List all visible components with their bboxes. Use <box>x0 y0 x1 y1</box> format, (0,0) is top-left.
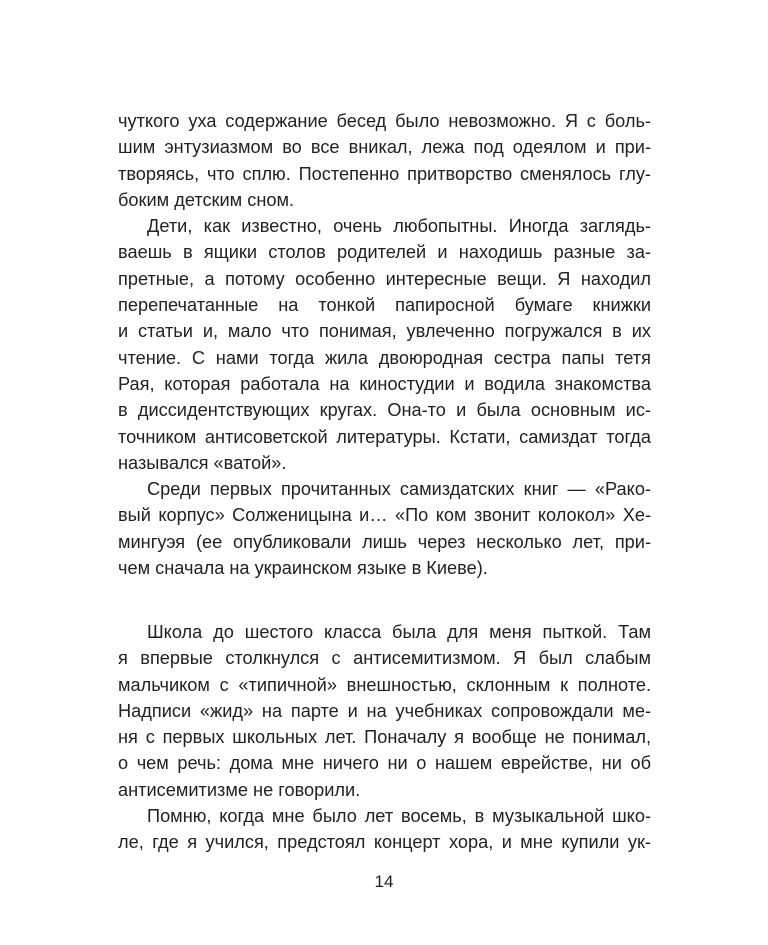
text-line: Рая, которая работала на киностудии и водила знакомства <box>118 373 651 394</box>
text-line: чем сначала на украинском языке в Киеве). <box>118 558 488 579</box>
text-line: творяясь, что сплю. Постепенно притворство сменялось глу- <box>118 163 651 184</box>
text-line: назывался «ватой». <box>118 452 287 473</box>
text-line: Помню, когда мне было лет восемь, в музыкальной шко- <box>147 806 651 827</box>
text-line: в диссидентствующих кругах. Она-то и была основным ис- <box>118 400 651 421</box>
text-line: я впервые столкнулся с антисемитизмом. Я был слабым <box>118 648 651 669</box>
text-line: Школа до шестого класса была для меня пыткой. Там <box>147 622 651 642</box>
text-line: чтение. С нами тогда жила двоюродная сестра папы тетя <box>118 347 651 368</box>
text-line: боким детским сном. <box>118 189 295 210</box>
text-line: и статьи и, мало что понимая, увлеченно погружался в их <box>118 321 651 342</box>
text-line: о чем речь: дома мне ничего ни о нашем еврействе, ни об <box>118 753 651 774</box>
text-line: мальчиком с «типичной» внешностью, склонным к полноте. <box>118 674 651 695</box>
text-line: ня с первых школьных лет. Поначалу я вообще не понимал, <box>118 727 651 748</box>
page-number: 14 <box>374 872 394 891</box>
text-line: точником антисоветской литературы. Кстати, самиздат тогда <box>118 426 651 447</box>
text-line: мингуэя (ее опубликовали лишь через несколько лет, при- <box>118 531 651 552</box>
text-block-first <box>118 108 651 581</box>
text-line: Среди первых прочитанных самиздатских книг — «Рако- <box>147 479 651 500</box>
text-line: ваешь в ящики столов родителей и находишь разные за- <box>118 242 651 263</box>
text-line: претные, а потому особенно интересные вещи. Я находил <box>118 268 651 289</box>
text-line: Дети, как известно, очень любопытны. Иногда заглядь- <box>147 216 651 237</box>
text-line: вый корпус» Солженицына и… «По ком звонит колокол» Хе- <box>118 505 651 526</box>
text-line: ле, где я учился, предстоял концерт хора, и мне купили ук- <box>118 832 651 853</box>
text-line: перепечатанные на тонкой папиросной бумаге книжки <box>118 295 651 316</box>
text-block-second <box>118 619 651 856</box>
text-line: шим энтузиазмом во все вникал, лежа под одеялом и при- <box>118 137 651 158</box>
text-line: Надписи «жид» на парте и на учебниках сопровождали ме- <box>118 700 651 721</box>
text-line: антисемитизме не говорили. <box>118 779 361 800</box>
text-line: чуткого уха содержание бесед было невозможно. Я с боль- <box>118 111 651 131</box>
